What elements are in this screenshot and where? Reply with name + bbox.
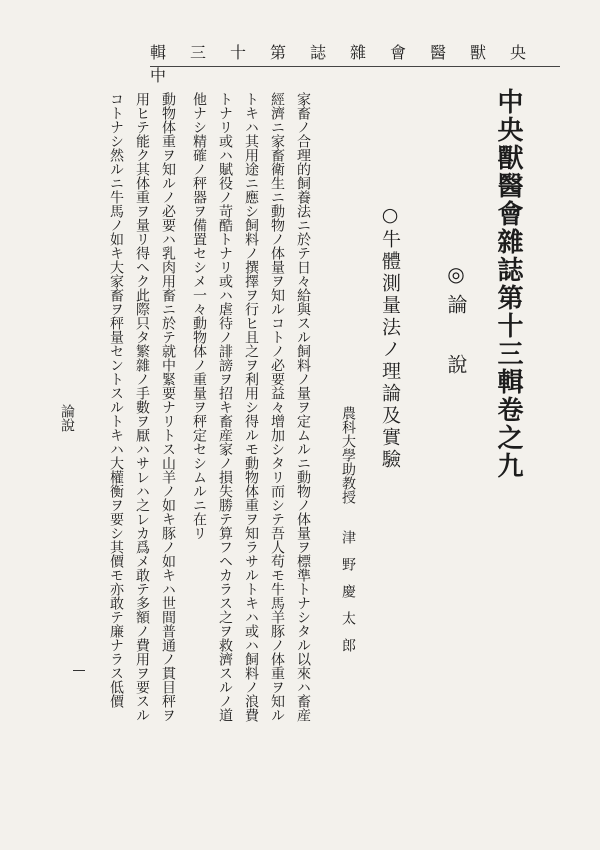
running-header-text: 輯三十第誌雜會醫獸央中: [150, 43, 551, 85]
body-line: 他ナシ精確ノ秤器ヲ備置セシメ一々動物体ノ重量ヲ秤定セシムルニ在リ: [191, 92, 207, 540]
body-line: 用ヒテ能ク其体重ヲ量リ得ヘク此際只タ繁雜ノ手數ヲ厭ハサレハ之レカ爲メ敢テ多額ノ費用ヲ要スル: [134, 92, 150, 722]
author-affiliation: 農科大學助教授: [340, 406, 356, 504]
page-tick-mark: [73, 670, 85, 671]
body-line: 動物体重ヲ知ルノ必要ハ乳肉用畜ニ於テ就中緊要ナリトス山羊ノ如キ豚ノ如キハ世間普通ノ貫目秤ヲ: [160, 92, 176, 722]
section-heading: 論 說: [444, 294, 468, 374]
running-header: [150, 36, 560, 85]
body-line: トナリ或ハ賦役ノ苛酷トナリ或ハ虐待ノ誹謗ヲ招キ畜産家ノ損失勝テ算フヘカラス之ヲ救濟スルノ道: [217, 92, 233, 722]
body-line: 經濟ニ家畜衛生ニ動物ノ体量ヲ知ルコトノ必要益々增加シタリ而シテ吾人苟モ牛馬羊豚ノ体重ヲ知ル: [269, 92, 285, 722]
section-circle-icon: ◎: [444, 262, 468, 286]
author-name: 津野慶太郎: [340, 530, 356, 665]
body-line: 家畜ノ合理的飼養法ニ於テ日々給與スル飼料ノ量ヲ定ムルニ動物ノ体量ヲ標準トナシタル以來ハ畜産: [295, 92, 311, 722]
journal-title: 中央獸醫會雜誌第十三輯卷之九: [493, 88, 523, 480]
body-line: コトナシ然ルニ牛馬ノ如キ大家畜ヲ秤量セントスルトキハ大權衡ヲ要シ其價モ亦敢テ廉ナラス低價: [108, 92, 124, 708]
section-side-mark: 論說: [59, 404, 75, 432]
body-line: トキハ其用途ニ應シ飼料ノ撰擇ヲ行ヒ且之ヲ利用シ得ルモ動物体重ヲ知ラサルトキハ或ハ飼料ノ浪費: [243, 92, 259, 722]
article-title: ○牛體測量法ノ理論及實驗: [379, 204, 401, 471]
